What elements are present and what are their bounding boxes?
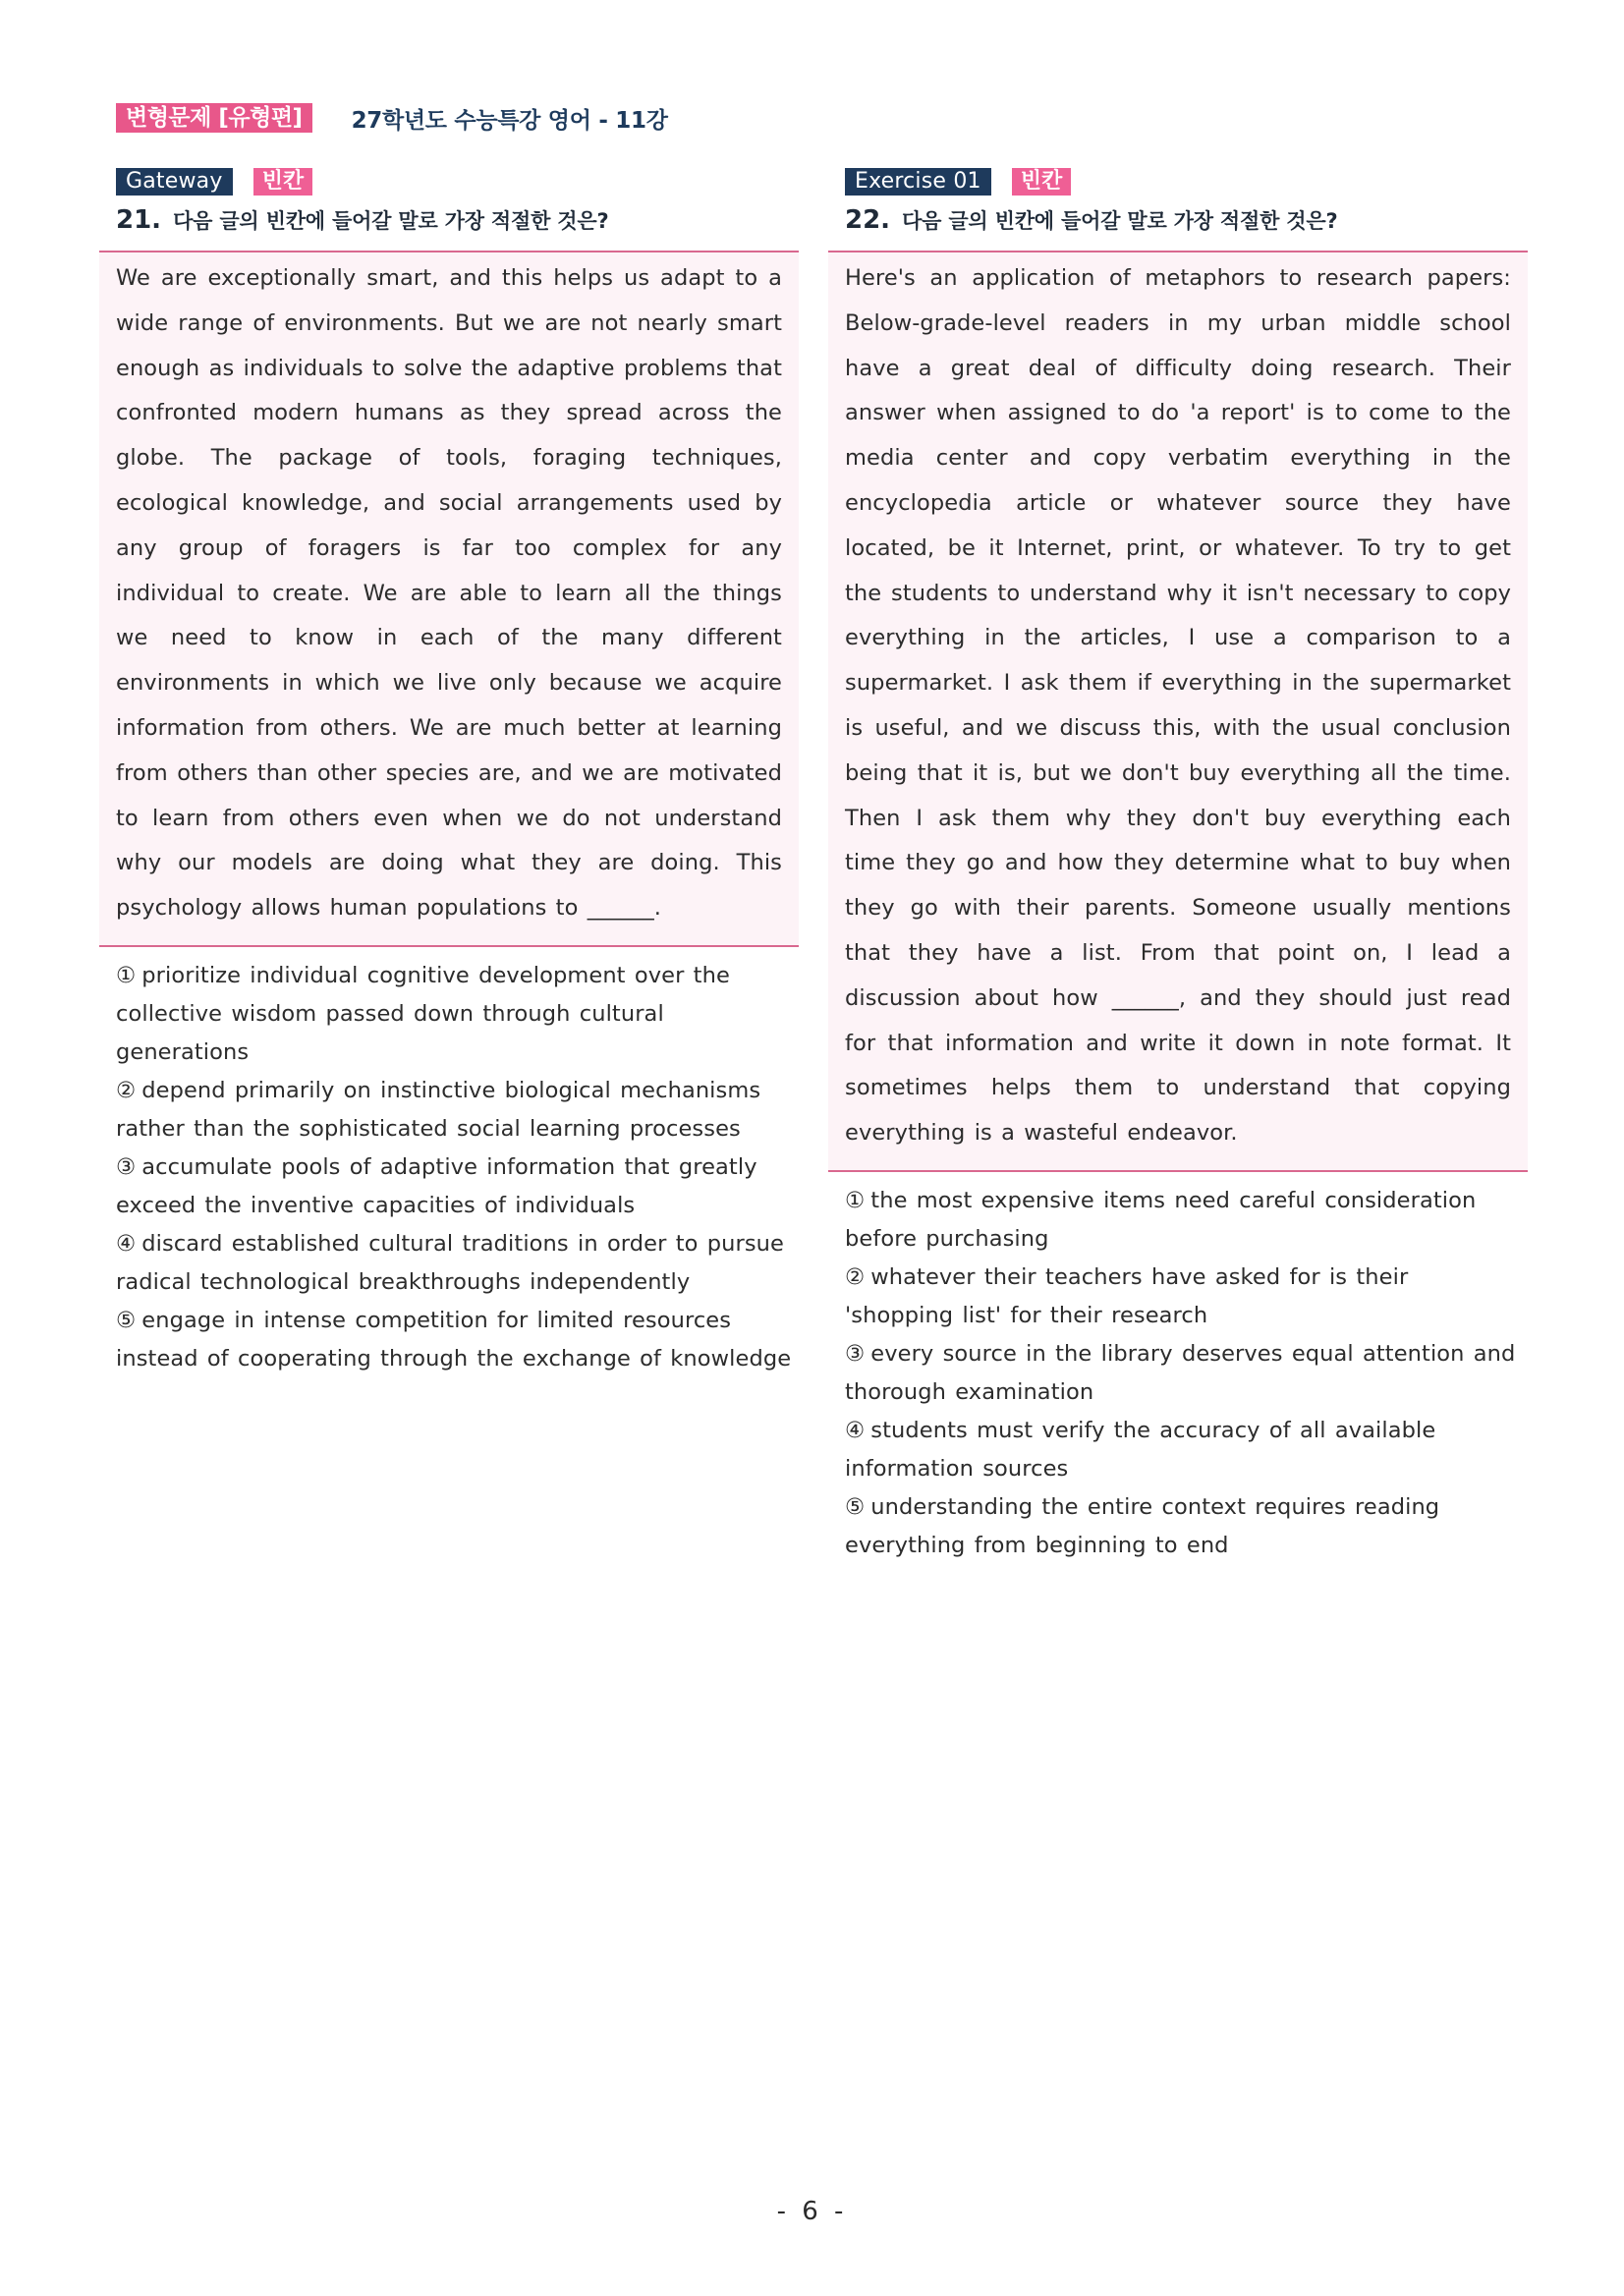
choice-text: the most expensive items need careful consideration before purchasing: [845, 1187, 1477, 1252]
page-number: - 6 -: [776, 2197, 848, 2226]
choice-text: engage in intense competition for limited resources instead of cooperating through the exchange of knowledge: [116, 1307, 792, 1372]
choice-text: accumulate pools of adaptive information that greatly exceed the inventive capacities of individuals: [116, 1153, 757, 1218]
choice-5[interactable]: [845, 1488, 1523, 1565]
choice-mark: ②: [116, 1077, 137, 1103]
choice-text: prioritize individual cognitive development over the collective wisdom passed down through cultural generations: [116, 962, 730, 1065]
choice-3[interactable]: [116, 1148, 794, 1225]
question-prompt: 다음 글의 빈칸에 들어갈 말로 가장 적절한 것은?: [173, 209, 609, 233]
question-prompt: 다음 글의 빈칸에 들어갈 말로 가장 적절한 것은?: [902, 209, 1338, 233]
choice-3[interactable]: [845, 1335, 1523, 1412]
choice-mark: ④: [116, 1230, 137, 1257]
passage-box: [828, 251, 1528, 1172]
choice-2[interactable]: [845, 1259, 1523, 1335]
choice-text: every source in the library deserves equal attention and thorough examination: [845, 1340, 1516, 1405]
choice-4[interactable]: [845, 1412, 1523, 1488]
choice-text: students must verify the accuracy of all available information sources: [845, 1417, 1436, 1482]
page-header: [116, 102, 668, 134]
choice-mark: ④: [845, 1417, 866, 1443]
choice-mark: ③: [845, 1340, 866, 1367]
passage-text: Here's an application of metaphors to research papers: Below-grade-level readers in my urban middle school have a great deal of difficulty doing research. Their answer when assigned to do 'a report' is to come to the media center and copy verbatim everything in the encyclopedia article or whatever source they have located, be it Internet, print, or whatever. To try to get the students to understand why it isn't necessary to copy everything in the articles, I use a comparison to a supermarket. I ask them if everything in the supermarket is useful, and we discuss this, with the usual conclusion being that it is, but we don't buy everything all the time. Then I ask them why they don't buy everything each time they go and how they determine what to buy when they go with their parents. Someone usually mentions that they have a list. From that point on, I lead a discussion about how ______, and they should just read for that information and write it down in note format. It sometimes helps them to understand that copying everything is a wasteful endeavor.: [845, 265, 1511, 1147]
question-tags: [845, 168, 1528, 196]
kind-tag: 빈칸: [253, 168, 313, 196]
choice-mark: ⑤: [845, 1493, 866, 1520]
type-tag: Exercise 01: [845, 168, 991, 196]
question-heading: [845, 205, 1528, 239]
answer-choices: [116, 957, 794, 1378]
question-block-22: [828, 168, 1528, 1565]
choice-2[interactable]: [116, 1072, 794, 1148]
question-number: 21.: [116, 205, 162, 235]
choice-4[interactable]: [116, 1225, 794, 1302]
choice-text: depend primarily on instinctive biological mechanisms rather than the sophisticated social learning processes: [116, 1077, 761, 1142]
choice-mark: ⑤: [116, 1307, 137, 1333]
choice-text: discard established cultural traditions in order to pursue radical technological breakthroughs independently: [116, 1230, 784, 1295]
choice-mark: ①: [116, 962, 137, 988]
choice-mark: ③: [116, 1153, 137, 1180]
passage-text: We are exceptionally smart, and this helps us adapt to a wide range of environments. But we are not nearly smart enough as individuals to solve the adaptive problems that confronted modern humans as they spread across the globe. The package of tools, foraging techniques, ecological knowledge, and social arrangements used by any group of foragers is far too complex for any individual to create. We are able to learn all the things we need to know in each of the many different environments in which we live only because we acquire information from others. We are much better at learning from others than other species are, and we are motivated to learn from others even when we do not understand why our models are doing what they are doing. This psychology allows human populations to ______.: [116, 265, 782, 922]
choice-mark: ①: [845, 1187, 866, 1213]
choice-5[interactable]: [116, 1302, 794, 1378]
question-heading: [116, 205, 799, 239]
header-badge: 변형문제 [유형편]: [116, 103, 312, 133]
header-title: 27학년도 수능특강 영어 - 11강: [351, 107, 668, 134]
choice-1[interactable]: [845, 1182, 1523, 1259]
choice-text: whatever their teachers have asked for is their 'shopping list' for their research: [845, 1263, 1409, 1328]
question-number: 22.: [845, 205, 891, 235]
answer-choices: [845, 1182, 1523, 1565]
kind-tag: 빈칸: [1012, 168, 1072, 196]
choice-mark: ②: [845, 1263, 866, 1290]
choice-1[interactable]: [116, 957, 794, 1072]
passage-box: [99, 251, 799, 947]
question-tags: [116, 168, 799, 196]
type-tag: Gateway: [116, 168, 233, 196]
choice-text: understanding the entire context requires reading everything from beginning to end: [845, 1493, 1440, 1558]
question-block-21: [99, 168, 799, 1378]
